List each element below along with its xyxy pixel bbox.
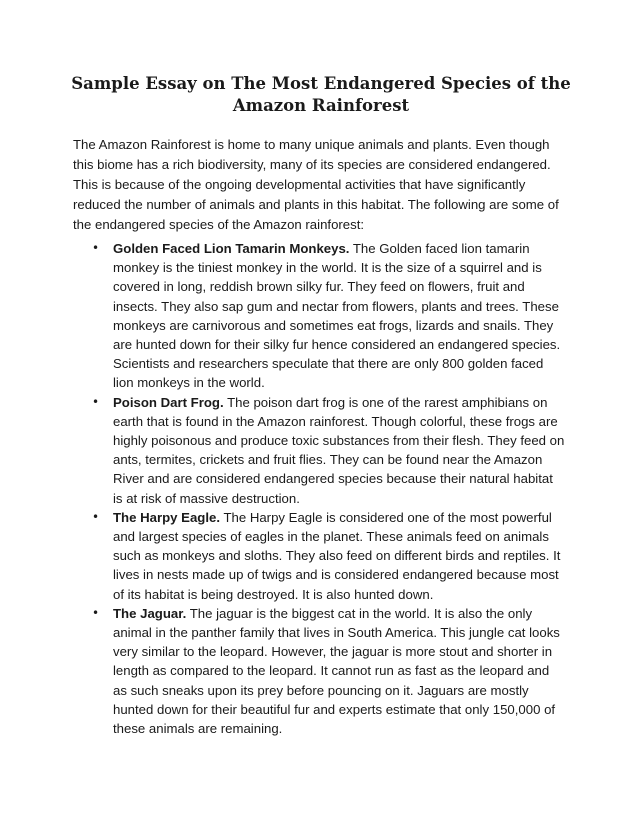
list-item bbox=[92, 508, 565, 604]
species-description: The Golden faced lion tamarin monkey is the tiniest monkey in the world. It is the size of a squirrel and is covered in long, reddish brown silky fur. They feed on flowers, fruit and insects. They also sap gum and nectar from flowers, plants and trees. These monkeys are carnivorous and sometimes eat frogs, lizards and snails. They are hunted down for their silky fur hence considered an endangered species. Scientists and researchers speculate that there are only 800 golden faced lion monkeys in the world. bbox=[113, 241, 561, 391]
species-list bbox=[92, 239, 565, 738]
species-description: The poison dart frog is one of the rarest amphibians on earth that is found in the Amazon rainforest. Though colorful, these frogs are highly poisonous and produce toxic substances from their flesh. They feed on ants, termites, crickets and fruit flies. They can be found near the Amazon River and are considered endangered species because their natural habitat is at risk of massive destruction. bbox=[113, 394, 565, 506]
species-name: Poison Dart Frog. bbox=[113, 394, 224, 410]
species-name: The Harpy Eagle. bbox=[113, 509, 221, 525]
bullet-icon: • bbox=[92, 394, 100, 409]
list-item bbox=[92, 604, 565, 738]
bullet-icon: • bbox=[92, 509, 100, 524]
species-name: Golden Faced Lion Tamarin Monkeys. bbox=[113, 241, 350, 256]
list-item bbox=[92, 239, 565, 393]
species-description: The jaguar is the biggest cat in the world. It is also the only animal in the panther family that lives in South America. This jungle cat looks very similar to the leopard. However, the jaguar is more stout and shorter in length as compared to the leopard. It cannot run as fast as the leopard and as such sneaks upon its prey before pouncing on it. Jaguars are mostly hunted down for their beautiful fur and experts estimate that only 150,000 of these animals are remaining. bbox=[113, 605, 560, 737]
species-description: The Harpy Eagle is considered one of the most powerful and largest species of eagles in the planet. These animals feed on animals such as monkeys and sloths. They also feed on different birds and reptiles. It lives in nests made up of twigs and is considered endangered because most of its habitat is being destroyed. It is also hunted down. bbox=[113, 509, 561, 602]
intro-paragraph: The Amazon Rainforest is home to many unique animals and plants. Even though this biome has a rich biodiversity, many of its species are considered endangered. This is because of the ongoing developmental activities that have significantly reduced the number of animals and plants in this habitat. The following are some of the endangered species of the Amazon rainforest: bbox=[73, 137, 559, 232]
list-item bbox=[92, 393, 565, 508]
species-name: The Jaguar. bbox=[113, 605, 187, 621]
document-title: Sample Essay on The Most Endangered Species of the Amazon Rainforest bbox=[71, 74, 571, 115]
bullet-icon: • bbox=[92, 605, 100, 620]
bullet-icon: • bbox=[92, 241, 100, 255]
